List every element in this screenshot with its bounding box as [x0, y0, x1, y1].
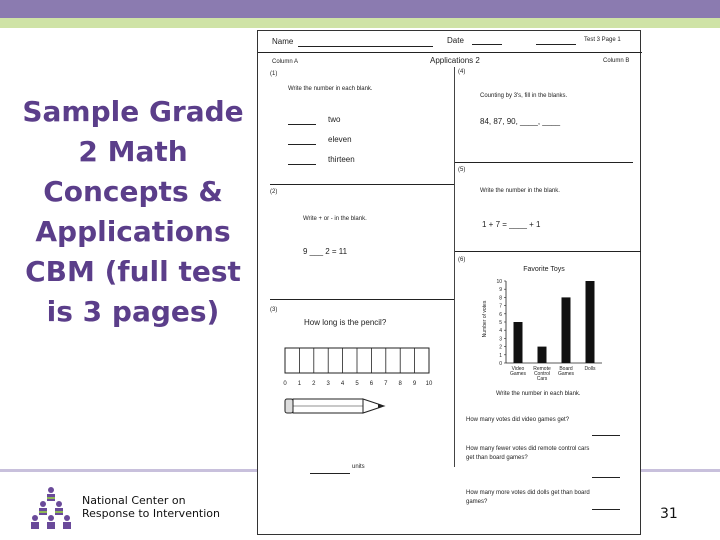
name-label: Name [272, 37, 294, 46]
chart-title: Favorite Toys [523, 266, 565, 273]
date-label: Date [447, 36, 464, 45]
chart-x-labels [510, 366, 596, 382]
ruler-label: 5 [355, 381, 359, 387]
chart-x-label [558, 366, 575, 377]
chart-x-label-line: Board [559, 366, 573, 372]
q3-units: units [352, 464, 365, 470]
test-subtitle: Applications 2 [430, 56, 480, 65]
favorite-toys-chart [476, 259, 606, 395]
column-divider [454, 67, 455, 467]
chart-x-label-line: Games [557, 371, 575, 377]
chart-x-label [533, 366, 551, 382]
organization-name [82, 494, 220, 520]
q4-divider [455, 162, 633, 163]
chart-x-label-line: Cars [536, 376, 548, 382]
chart-x-label-line: Remote [533, 366, 551, 372]
q6-question-2: How many fewer votes did remote control cars get than board games? [466, 446, 590, 461]
ruler-label: 2 [312, 381, 316, 387]
chart-y-tick-label: 5 [499, 320, 502, 326]
ruler-label: 1 [297, 381, 302, 387]
q1-blank-3 [288, 164, 316, 165]
org-line-2: Response to Intervention [82, 507, 221, 520]
chart-bars [514, 281, 595, 363]
q5-equation: 1 + 7 = ____ + 1 [482, 220, 541, 229]
page-label: Test 3 Page 1 [584, 37, 621, 43]
chart-y-tick-label: 0 [499, 361, 502, 367]
ruler-label: 7 [384, 381, 388, 387]
q6-number: (6) [458, 257, 466, 263]
q2-number: (2) [270, 189, 278, 195]
ruler-label: 6 [369, 381, 374, 387]
chart-y-tick-label: 7 [499, 303, 502, 310]
date-blank-1 [472, 44, 502, 45]
chart-y-tick-label: 9 [499, 287, 502, 294]
page-number: 31 [660, 506, 678, 522]
q4-sequence: 84, 87, 90, ____, ____ [480, 117, 561, 126]
chart-y-tick-label: 2 [499, 344, 502, 351]
q1-word-2: eleven [328, 135, 352, 144]
q6-answer-blank-3 [592, 509, 620, 510]
chart-y-axis-label: Number of votes [482, 300, 488, 338]
header-rule [258, 52, 642, 53]
pencil-icon [284, 395, 390, 417]
ruler-label: 9 [412, 381, 417, 387]
q6-question-3: How many more votes did dolls get than board games? [466, 490, 590, 505]
q1-blank-1 [288, 124, 316, 125]
ruler-label: 8 [398, 381, 402, 387]
column-a-label: Column A [272, 59, 299, 65]
q2-instruction: Write + or - in the blank. [303, 216, 367, 222]
ruler-label: 0 [283, 381, 287, 387]
q5-number: (5) [458, 167, 466, 173]
chart-x-label-line: Video [511, 366, 525, 372]
q3-answer-blank [310, 473, 350, 474]
q5-instruction: Write the number in the blank. [480, 188, 560, 194]
q6-question-1: How many votes did video games get? [466, 417, 570, 423]
q6-instruction: Write the number in each blank. [496, 391, 581, 397]
column-b-label: Column B [603, 58, 630, 64]
q5-divider [455, 251, 641, 252]
chart-y-tick-label: 6 [499, 311, 502, 318]
chart-x-label [584, 366, 596, 372]
name-blank [298, 46, 433, 47]
chart-y-tick-label: 4 [499, 328, 502, 335]
chart-bar [538, 347, 547, 363]
slide-title: Sample Grade 2 Math Concepts & Applications CBM (full test is 3 pages) [22, 95, 244, 328]
chart-x-label-line: Games [509, 371, 527, 377]
q3-question: How long is the pencil? [304, 318, 387, 327]
chart-y-ticks [496, 279, 506, 367]
chart-x-label-line: Control [533, 371, 551, 377]
ruler [284, 347, 434, 389]
q1-word-1: two [328, 115, 341, 124]
q2-divider [270, 299, 454, 300]
ruler-label: 10 [425, 381, 433, 387]
q1-blank-2 [288, 144, 316, 145]
ruler-label: 4 [340, 381, 345, 387]
q1-instruction: Write the number in each blank. [288, 86, 373, 92]
chart-bar [514, 322, 523, 363]
q3-number: (3) [270, 307, 278, 313]
ruler-labels [283, 381, 433, 387]
q1-word-3: thirteen [328, 155, 355, 164]
chart-bar [586, 281, 595, 363]
chart-y-tick-label: 1 [499, 352, 502, 359]
top-accent-bar [0, 0, 720, 18]
q1-divider [270, 184, 454, 185]
chart-y-tick-label: 3 [499, 336, 502, 343]
chart-y-tick-label: 10 [496, 279, 502, 285]
q4-instruction: Counting by 3's, fill in the blanks. [480, 93, 568, 99]
chart-bar [562, 297, 571, 363]
q2-equation: 9 ___ 2 = 11 [303, 247, 348, 256]
nccrti-logo [28, 486, 74, 530]
green-accent-line [0, 18, 720, 28]
chart-x-label-line: Dolls [584, 366, 596, 372]
date-blank-2 [536, 44, 576, 45]
chart-y-tick-label: 8 [499, 295, 502, 302]
test-sheet [257, 30, 641, 535]
org-line-1: National Center on [82, 494, 186, 507]
ruler-ticks [285, 348, 429, 373]
chart-x-label [510, 366, 527, 377]
q1-number: (1) [270, 71, 278, 77]
q4-number: (4) [458, 69, 466, 75]
ruler-label: 3 [326, 381, 330, 387]
q6-answer-blank-1 [592, 435, 620, 436]
q6-answer-blank-2 [592, 477, 620, 478]
